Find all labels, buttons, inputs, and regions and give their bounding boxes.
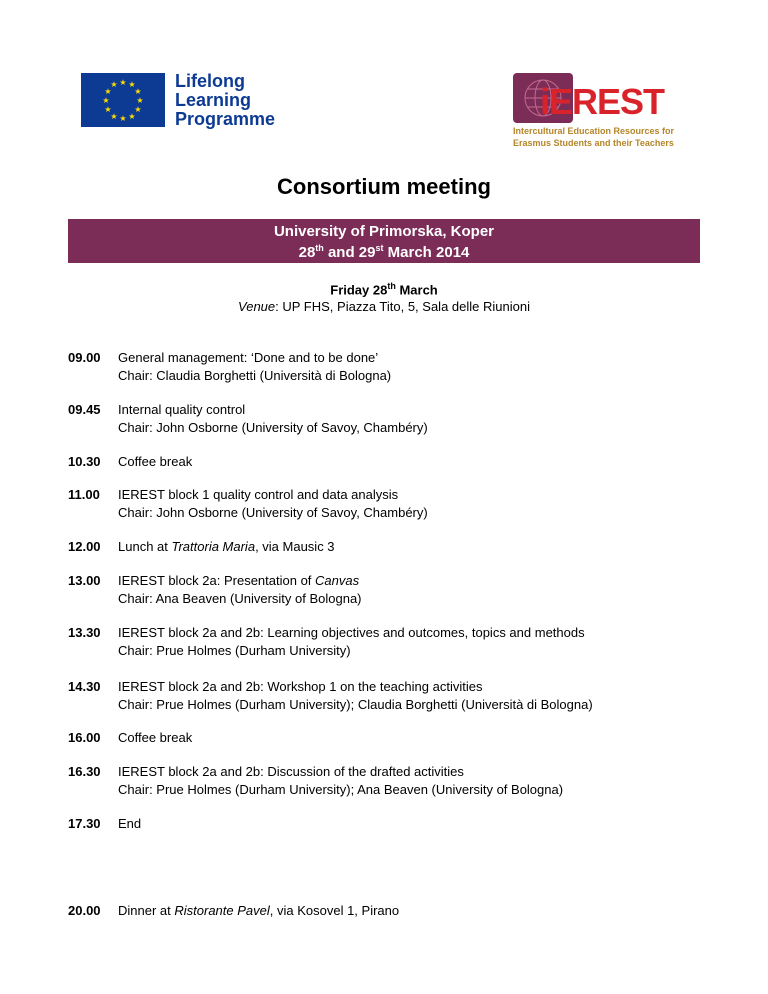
schedule-title: Coffee break — [118, 454, 193, 469]
svg-text:★: ★ — [128, 80, 136, 89]
svg-text:★: ★ — [102, 96, 110, 105]
svg-text:★: ★ — [104, 87, 112, 96]
svg-text:★: ★ — [134, 87, 142, 96]
ierest-sub-line2: Erasmus Students and their Teachers — [513, 138, 674, 148]
banner-date-2: and 29 — [323, 244, 376, 261]
schedule-time: 11.00 — [68, 487, 100, 502]
banner-date-1-suffix: th — [315, 243, 324, 253]
event-banner — [68, 219, 700, 263]
svg-text:★: ★ — [136, 96, 144, 105]
schedule-title-italic: Canvas — [315, 573, 360, 588]
schedule-title-text: IEREST block 2a: Presentation of — [118, 573, 316, 588]
schedule-title-venue: Ristorante Pavel — [174, 903, 270, 918]
day-heading-date: Friday 28 — [330, 282, 388, 298]
llp-line2: Learning — [175, 90, 252, 110]
ierest-sub-line1: Intercultural Education Resources for — [513, 126, 675, 136]
schedule-title-address: , via Kosovel 1, Pirano — [269, 903, 400, 918]
svg-text:★: ★ — [134, 105, 142, 114]
schedule-time: 16.00 — [68, 730, 101, 745]
banner-location: University of Primorska, Koper — [273, 223, 495, 240]
schedule-chair: Chair: Ana Beaven (University of Bologna) — [118, 591, 362, 606]
schedule-title: Coffee break — [118, 730, 193, 745]
schedule-chair: Chair: Prue Holmes (Durham University) — [118, 643, 351, 658]
schedule-time: 09.00 — [68, 350, 101, 365]
day-heading-month: March — [395, 282, 438, 298]
schedule-title-address: , via Mausic 3 — [255, 539, 335, 554]
eu-flag-logo — [81, 73, 165, 127]
llp-line3: Programme — [175, 109, 276, 129]
svg-text:★: ★ — [119, 114, 127, 123]
banner-date-1: 28 — [298, 244, 316, 261]
venue-text: : UP FHS, Piazza Tito, 5, Sala delle Riunioni — [275, 299, 530, 314]
banner-dates — [68, 243, 700, 261]
banner-date-2-suffix: st — [375, 243, 384, 253]
schedule-title: End — [118, 816, 142, 831]
schedule-title — [118, 572, 698, 590]
day-heading-suffix: th — [387, 281, 396, 291]
svg-text:★: ★ — [110, 80, 118, 89]
svg-text:★: ★ — [119, 78, 127, 87]
llp-line1: Lifelong — [175, 71, 245, 91]
schedule-time: 10.30 — [68, 454, 101, 469]
schedule-title-text: Lunch at — [118, 539, 172, 554]
day-heading — [0, 281, 768, 297]
schedule-time: 12.00 — [68, 539, 101, 554]
schedule-title: Internal quality control — [118, 402, 246, 417]
schedule-title — [118, 902, 698, 920]
schedule-time: 09.45 — [68, 402, 101, 417]
schedule-title — [118, 538, 698, 556]
schedule-title-venue: Trattoria Maria — [171, 539, 256, 554]
eu-stars-icon — [81, 73, 165, 127]
ierest-logo-subtitle — [513, 125, 713, 149]
schedule-time: 14.30 — [68, 679, 101, 694]
schedule-chair: Chair: John Osborne (University of Savoy, Chambéry) — [118, 505, 428, 520]
ierest-logo-wordmark: iEREST — [540, 81, 665, 122]
svg-text:★: ★ — [104, 105, 112, 114]
venue-line — [0, 299, 768, 314]
schedule-time: 16.30 — [68, 764, 101, 779]
lifelong-learning-logo-text — [175, 72, 325, 129]
schedule-chair: Chair: Prue Holmes (Durham University); Ana Beaven (University of Bologna) — [118, 782, 564, 797]
schedule-time: 20.00 — [68, 903, 101, 918]
svg-text:★: ★ — [128, 112, 136, 121]
banner-month-year: March 2014 — [383, 244, 470, 261]
svg-text:★: ★ — [110, 112, 118, 121]
schedule-title: IEREST block 2a and 2b: Learning objectives and outcomes, topics and methods — [118, 625, 585, 640]
schedule-chair: Chair: Claudia Borghetti (Università di Bologna) — [118, 368, 392, 383]
schedule-title: IEREST block 2a and 2b: Discussion of the drafted activities — [118, 764, 464, 779]
schedule-time: 13.30 — [68, 625, 101, 640]
venue-label: Venue — [238, 299, 276, 314]
schedule-time: 13.00 — [68, 573, 101, 588]
schedule-title: General management: ‘Done and to be done’ — [118, 350, 379, 365]
schedule-title: IEREST block 1 quality control and data analysis — [118, 487, 399, 502]
schedule-time: 17.30 — [68, 816, 101, 831]
schedule-chair: Chair: John Osborne (University of Savoy, Chambéry) — [118, 420, 428, 435]
schedule-title: IEREST block 2a and 2b: Workshop 1 on the teaching activities — [118, 679, 483, 694]
schedule-title-text: Dinner at — [118, 903, 175, 918]
schedule-chair: Chair: Prue Holmes (Durham University); Claudia Borghetti (Università di Bologna) — [118, 697, 593, 712]
page-title: Consortium meeting — [277, 174, 491, 199]
